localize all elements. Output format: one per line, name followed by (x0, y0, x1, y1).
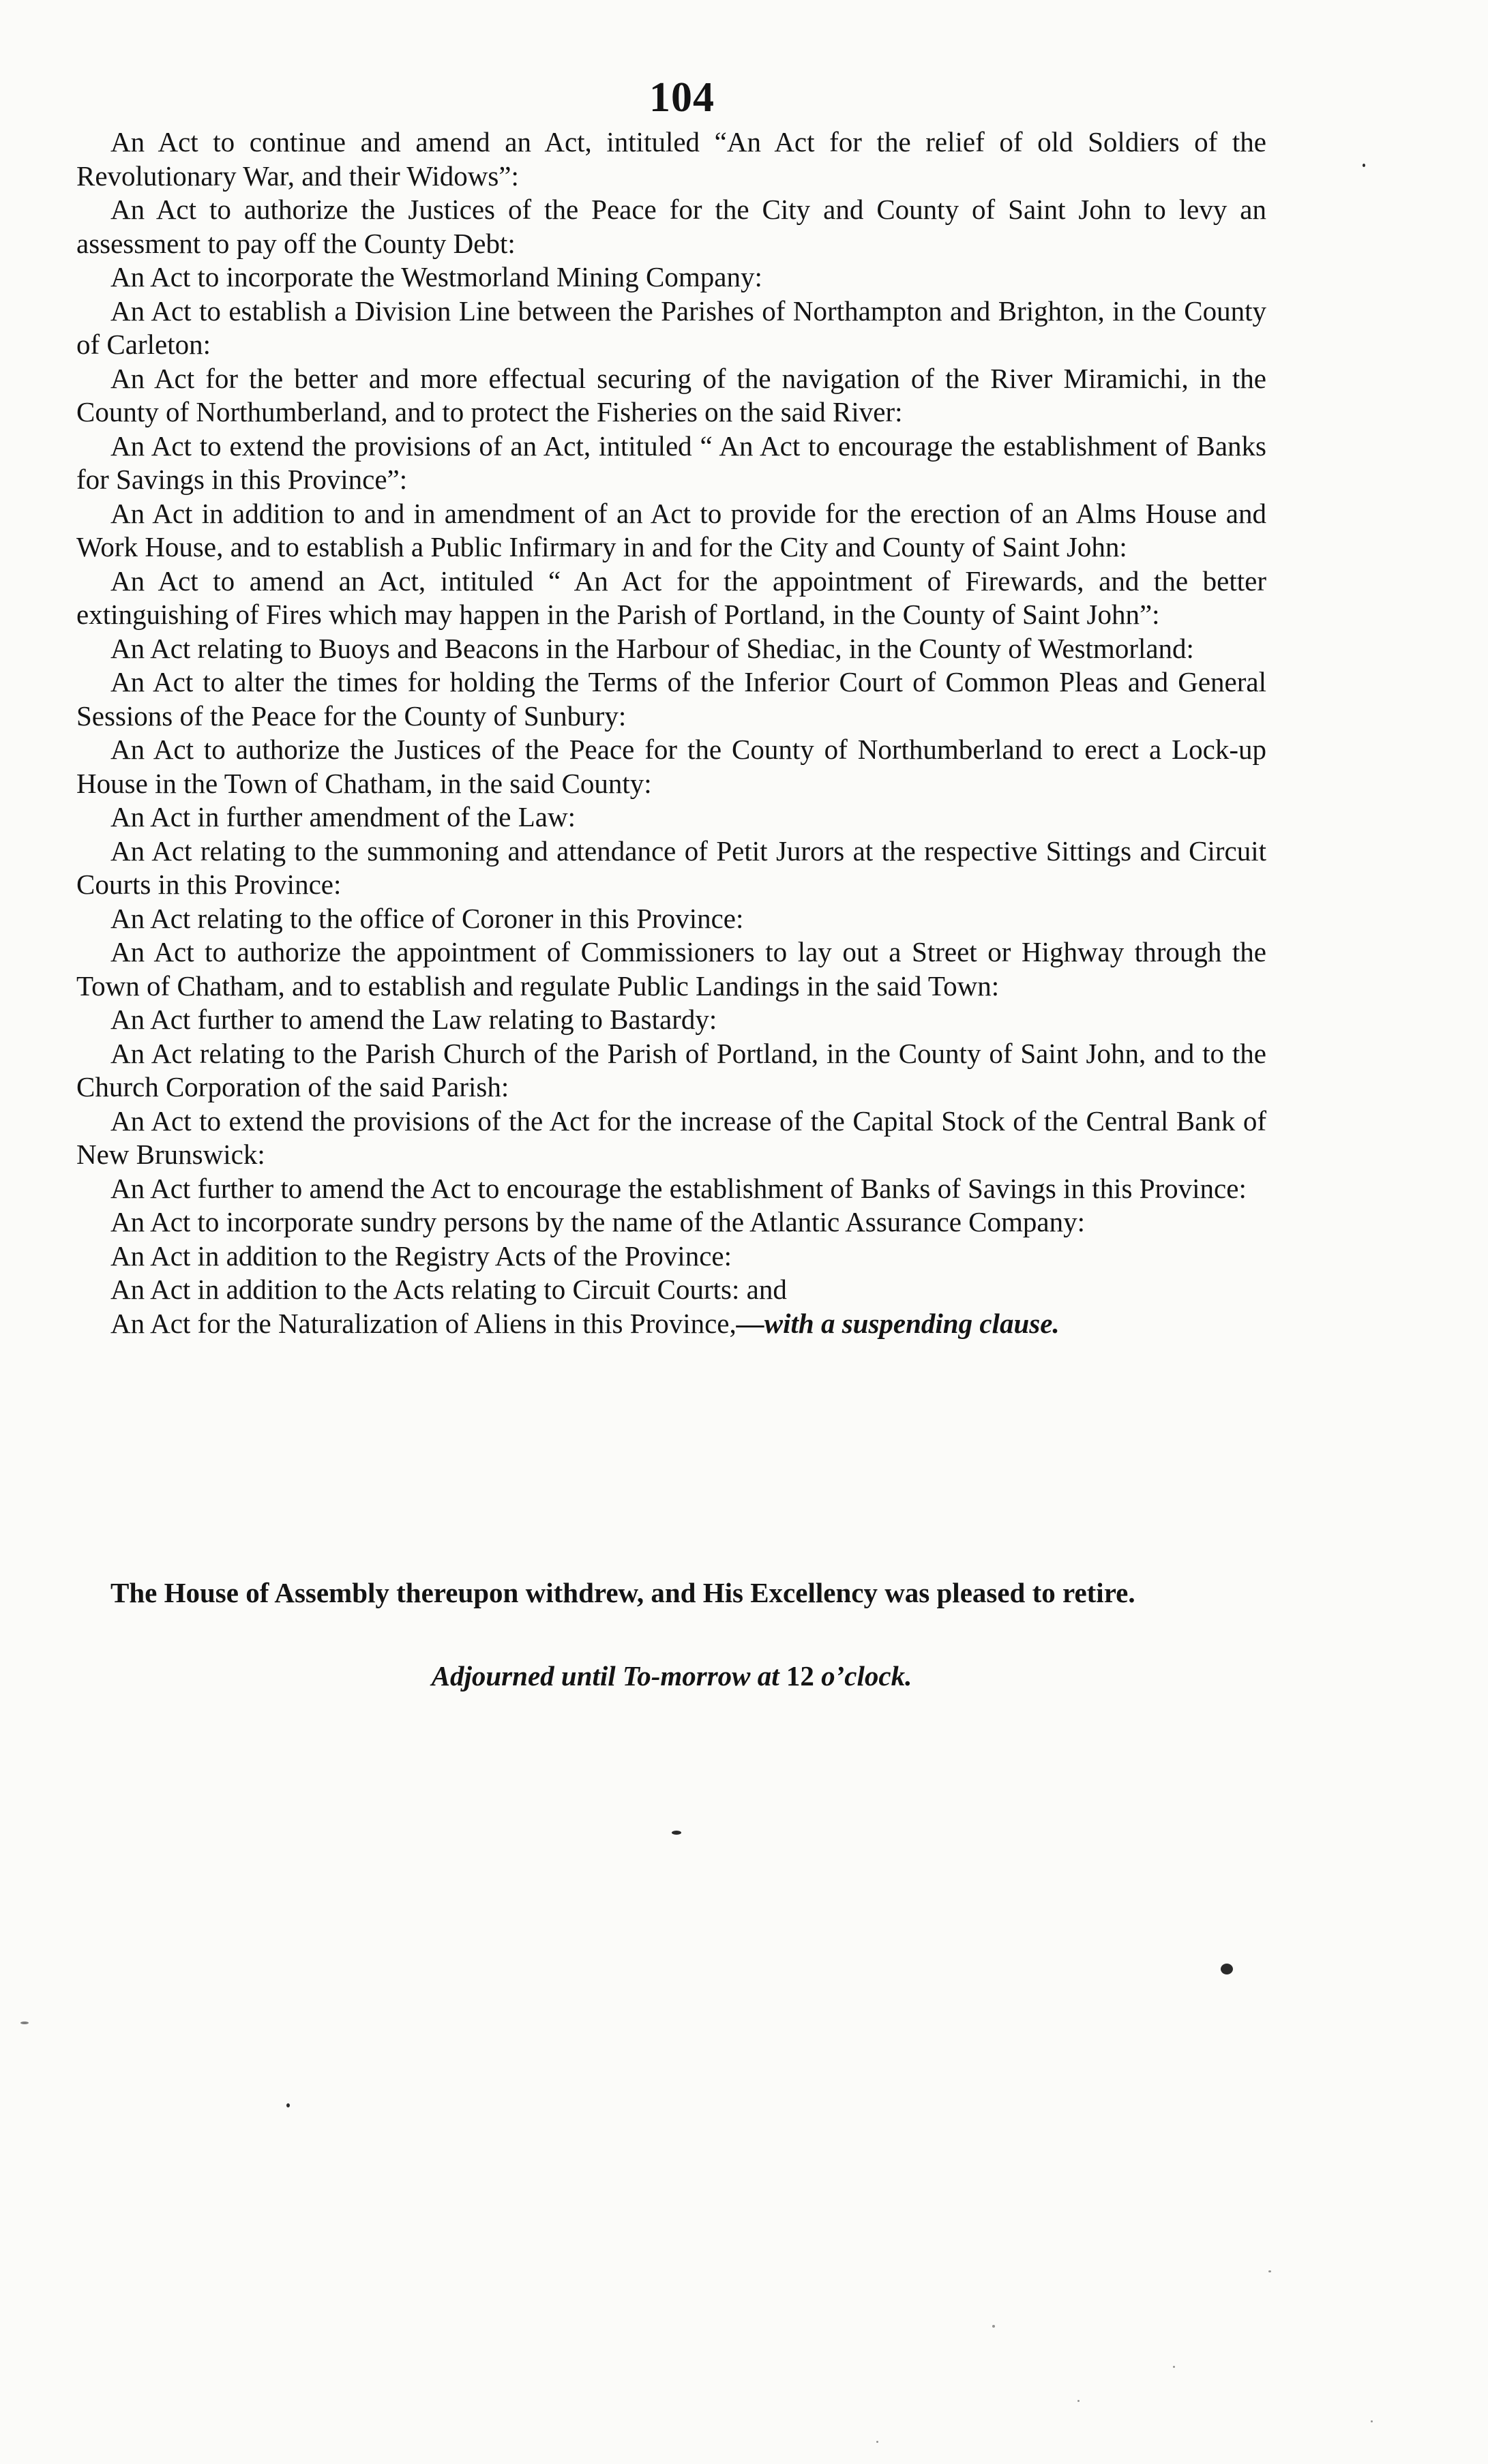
scan-speck (992, 2325, 995, 2328)
adjournment-suffix: o’clock. (821, 1660, 912, 1692)
act-entry: An Act to continue and amend an Act, intituled “An Act for the relief of old Soldiers of the Revolutionary War, and their Widows”: (76, 126, 1266, 192)
scan-speck (1371, 2420, 1373, 2422)
act-entry: An Act relating to Buoys and Beacons in the Harbour of Shediac, in the County of Westmorland: (110, 632, 1194, 664)
scan-speck (1221, 1964, 1233, 1974)
scan-speck (286, 2103, 290, 2107)
page-number: 104 (649, 74, 715, 121)
act-entry: An Act further to amend the Act to encourage the establishment of Banks of Savings in this Province: (110, 1172, 1247, 1204)
act-entry-text: An Act for the Naturalization of Aliens in this Province, (110, 1307, 736, 1339)
act-entry-last (76, 1307, 1266, 1341)
scan-speck (1077, 2400, 1080, 2402)
scan-speck (876, 2441, 878, 2443)
acts-list (76, 125, 1266, 1340)
act-entry: An Act in addition to the Acts relating to Circuit Courts: and (110, 1274, 787, 1305)
act-entry: An Act to establish a Division Line between the Parishes of Northampton and Brighton, in the County of Carleton: (76, 295, 1266, 360)
act-entry: An Act for the better and more effectual securing of the navigation of the River Miramichi, in the County of Northumberland, and to protect the Fisheries on the said River: (76, 362, 1266, 427)
act-entry: An Act in addition to the Registry Acts of the Province: (110, 1239, 732, 1272)
adjournment-time: 12 (786, 1660, 814, 1692)
adjournment-line (0, 1659, 1343, 1692)
act-entry: An Act relating to the summoning and attendance of Petit Jurors at the respective Sittings and Circuit Courts in this Province: (76, 835, 1266, 900)
act-entry: An Act in further amendment of the Law: (110, 801, 576, 832)
act-entry: An Act to extend the provisions of the Act for the increase of the Capital Stock of the Central Bank of New Brunswick: (76, 1105, 1266, 1170)
suspending-clause: —with a suspending clause. (736, 1307, 1060, 1339)
act-entry: An Act relating to the Parish Church of the Parish of Portland, in the County of Saint John, and to the Church Corporation of the said Parish: (76, 1037, 1266, 1102)
scan-speck (1173, 2366, 1175, 2368)
act-entry: An Act in addition to and in amendment of an Act to provide for the erection of an Alms House and Work House, and to establish a Public Infirmary in and for the City and County of Saint John: (76, 497, 1266, 562)
act-entry: An Act to incorporate sundry persons by the name of the Atlantic Assurance Company: (110, 1206, 1085, 1237)
act-entry: An Act to authorize the Justices of the Peace for the County of Northumberland to erect a Lock-up House in the Town of Chatham, in the said County: (76, 734, 1266, 799)
scan-speck (1268, 2270, 1271, 2272)
act-entry: An Act to authorize the Justices of the Peace for the City and County of Saint John to levy an assessment to pay off the County Debt: (76, 194, 1266, 259)
act-entry: An Act further to amend the Law relating to Bastardy: (110, 1004, 717, 1035)
act-entry: An Act relating to the office of Coroner in this Province: (110, 902, 744, 934)
act-entry: An Act to extend the provisions of an Act, intituled “ An Act to encourage the establishment of Banks for Savings in this Province”: (76, 430, 1266, 495)
act-entry: An Act to alter the times for holding the Terms of the Inferior Court of Common Pleas and General Sessions of the Peace for the County of Sunbury: (76, 666, 1266, 732)
act-entry: An Act to incorporate the Westmorland Mining Company: (110, 261, 762, 292)
closing-statement: The House of Assembly thereupon withdrew, and His Excellency was pleased to retire. (110, 1577, 1135, 1608)
act-entry: An Act to amend an Act, intituled “ An Act for the appointment of Firewards, and the better extinguishing of Fires which may happen in the Parish of Portland, in the County of Saint John”: (76, 565, 1266, 630)
adjournment-text: Adjourned until To-morrow at (431, 1660, 779, 1692)
scan-speck (1363, 164, 1365, 167)
scan-speck (20, 2022, 29, 2024)
act-entry: An Act to authorize the appointment of Commissioners to lay out a Street or Highway through the Town of Chatham, and to establish and regulate Public Landings in the said Town: (76, 936, 1266, 1002)
scan-speck (672, 1831, 681, 1835)
